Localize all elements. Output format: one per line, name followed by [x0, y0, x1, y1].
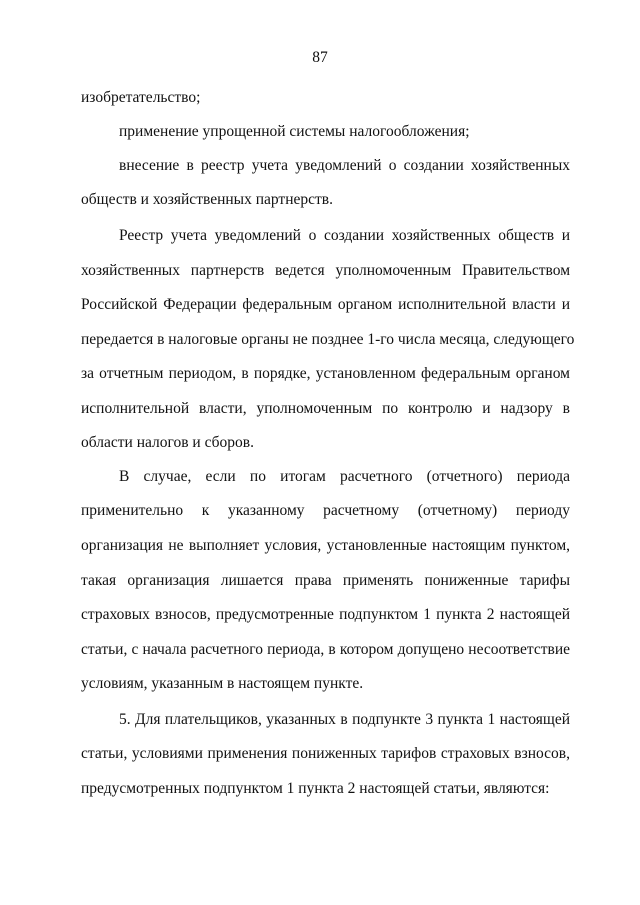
text-line: организация не выполняет условия, установленные настоящим пунктом,	[81, 537, 570, 554]
text-line: хозяйственных партнерств ведется уполномоченным Правительством	[81, 262, 570, 279]
text-line: исполнительной власти, уполномоченным по контролю и надзору в	[81, 400, 570, 417]
text-line: применение упрощенной системы налогообложения;	[119, 123, 470, 140]
page-number: 87	[312, 49, 328, 66]
text-line: такая организация лишается права применять пониженные тарифы	[81, 572, 570, 589]
text-line: статьи, с начала расчетного периода, в котором допущено несоответствие	[81, 641, 570, 658]
text-line: страховых взносов, предусмотренные подпунктом 1 пункта 2 настоящей	[81, 606, 570, 623]
text-line: статьи, условиями применения пониженных тарифов страховых взносов,	[81, 745, 570, 762]
text-line: за отчетным периодом, в порядке, установленном федеральным органом	[81, 365, 570, 382]
text-line: изобретательство;	[81, 89, 201, 106]
text-line: 5. Для плательщиков, указанных в подпункте 3 пункта 1 настоящей	[119, 711, 570, 728]
text-line: условиям, указанным в настоящем пункте.	[81, 675, 364, 692]
text-line: обществ и хозяйственных партнерств.	[81, 191, 333, 208]
text-line: применительно к указанному расчетному (отчетному) периоду	[81, 502, 570, 519]
text-line: предусмотренных подпунктом 1 пункта 2 настоящей статьи, являются:	[81, 780, 550, 797]
text-line: внесение в реестр учета уведомлений о создании хозяйственных	[119, 157, 570, 174]
text-line: В случае, если по итогам расчетного (отчетного) периода	[119, 468, 570, 485]
text-line: Реестр учета уведомлений о создании хозяйственных обществ и	[119, 227, 570, 244]
text-line: Российской Федерации федеральным органом исполнительной власти и	[81, 296, 570, 313]
text-line: передается в налоговые органы не позднее 1-го числа месяца, следующего	[81, 331, 575, 348]
text-line: области налогов и сборов.	[81, 434, 254, 451]
